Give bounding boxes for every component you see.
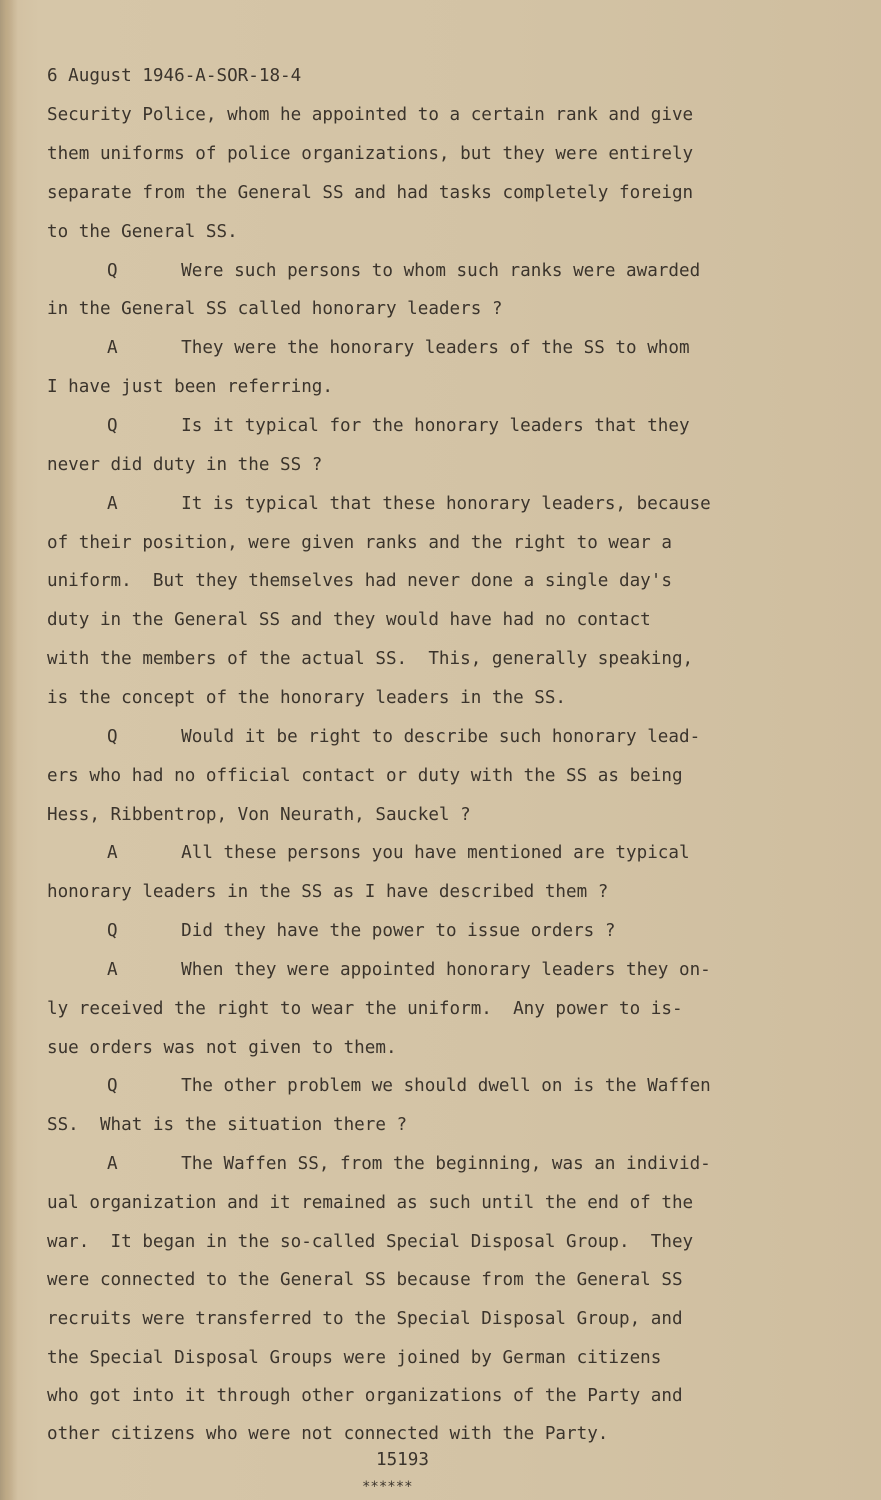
text-line-30: war. It began in the so-called Special Disposal Group. They: [47, 1232, 694, 1252]
text-line-27: SS. What is the situation there ?: [47, 1115, 408, 1135]
text-line-25: sue orders was not given to them.: [47, 1038, 397, 1058]
text-line-23: A When they were appointed honorary leaders they on-: [107, 960, 711, 980]
text-line-33: the Special Disposal Groups were joined by German citizens: [47, 1348, 662, 1368]
text-line-14: duty in the General SS and they would have had no contact: [47, 610, 651, 630]
text-line-34: who got into it through other organizations of the Party and: [47, 1386, 683, 1406]
text-line-26: Q The other problem we should dwell on is the Waffen: [107, 1076, 711, 1096]
text-line-4: to the General SS.: [47, 222, 238, 242]
page-number: 15193: [376, 1450, 429, 1470]
text-line-13: uniform. But they themselves had never done a single day's: [47, 571, 672, 591]
text-line-10: never did duty in the SS ?: [47, 455, 323, 475]
text-line-19: Hess, Ribbentrop, Von Neurath, Sauckel ?: [47, 805, 471, 825]
text-line-3: separate from the General SS and had tasks completely foreign: [47, 183, 694, 203]
text-line-18: ers who had no official contact or duty with the SS as being: [47, 766, 683, 786]
text-line-6: in the General SS called honorary leaders ?: [47, 299, 503, 319]
text-line-28: A The Waffen SS, from the beginning, was an individ-: [107, 1154, 711, 1174]
text-line-29: ual organization and it remained as such until the end of the: [47, 1193, 694, 1213]
text-line-17: Q Would it be right to describe such honorary lead-: [107, 727, 701, 747]
footer-mark: ******: [362, 1479, 413, 1495]
text-line-21: honorary leaders in the SS as I have described them ?: [47, 882, 609, 902]
text-line-2: them uniforms of police organizations, but they were entirely: [47, 144, 694, 164]
text-line-15: with the members of the actual SS. This, generally speaking,: [47, 649, 694, 669]
text-line-5: Q Were such persons to whom such ranks were awarded: [107, 261, 701, 281]
text-line-31: were connected to the General SS because from the General SS: [47, 1270, 683, 1290]
text-line-32: recruits were transferred to the Special Disposal Group, and: [47, 1309, 683, 1329]
text-line-9: Q Is it typical for the honorary leaders that they: [107, 416, 690, 436]
text-line-24: ly received the right to wear the uniform. Any power to is-: [47, 999, 683, 1019]
text-line-16: is the concept of the honorary leaders in the SS.: [47, 688, 567, 708]
text-line-11: A It is typical that these honorary leaders, because: [107, 494, 711, 514]
text-line-22: Q Did they have the power to issue orders ?: [107, 921, 616, 941]
text-line-12: of their position, were given ranks and the right to wear a: [47, 533, 672, 553]
text-line-8: I have just been referring.: [47, 377, 333, 397]
text-line-1: Security Police, whom he appointed to a certain rank and give: [47, 105, 694, 125]
text-line-35: other citizens who were not connected with the Party.: [47, 1424, 609, 1444]
paper-left-edge: [0, 0, 18, 1500]
text-line-20: A All these persons you have mentioned are typical: [107, 843, 690, 863]
text-line-7: A They were the honorary leaders of the SS to whom: [107, 338, 690, 358]
document-header: 6 August 1946-A-SOR-18-4: [47, 66, 302, 86]
